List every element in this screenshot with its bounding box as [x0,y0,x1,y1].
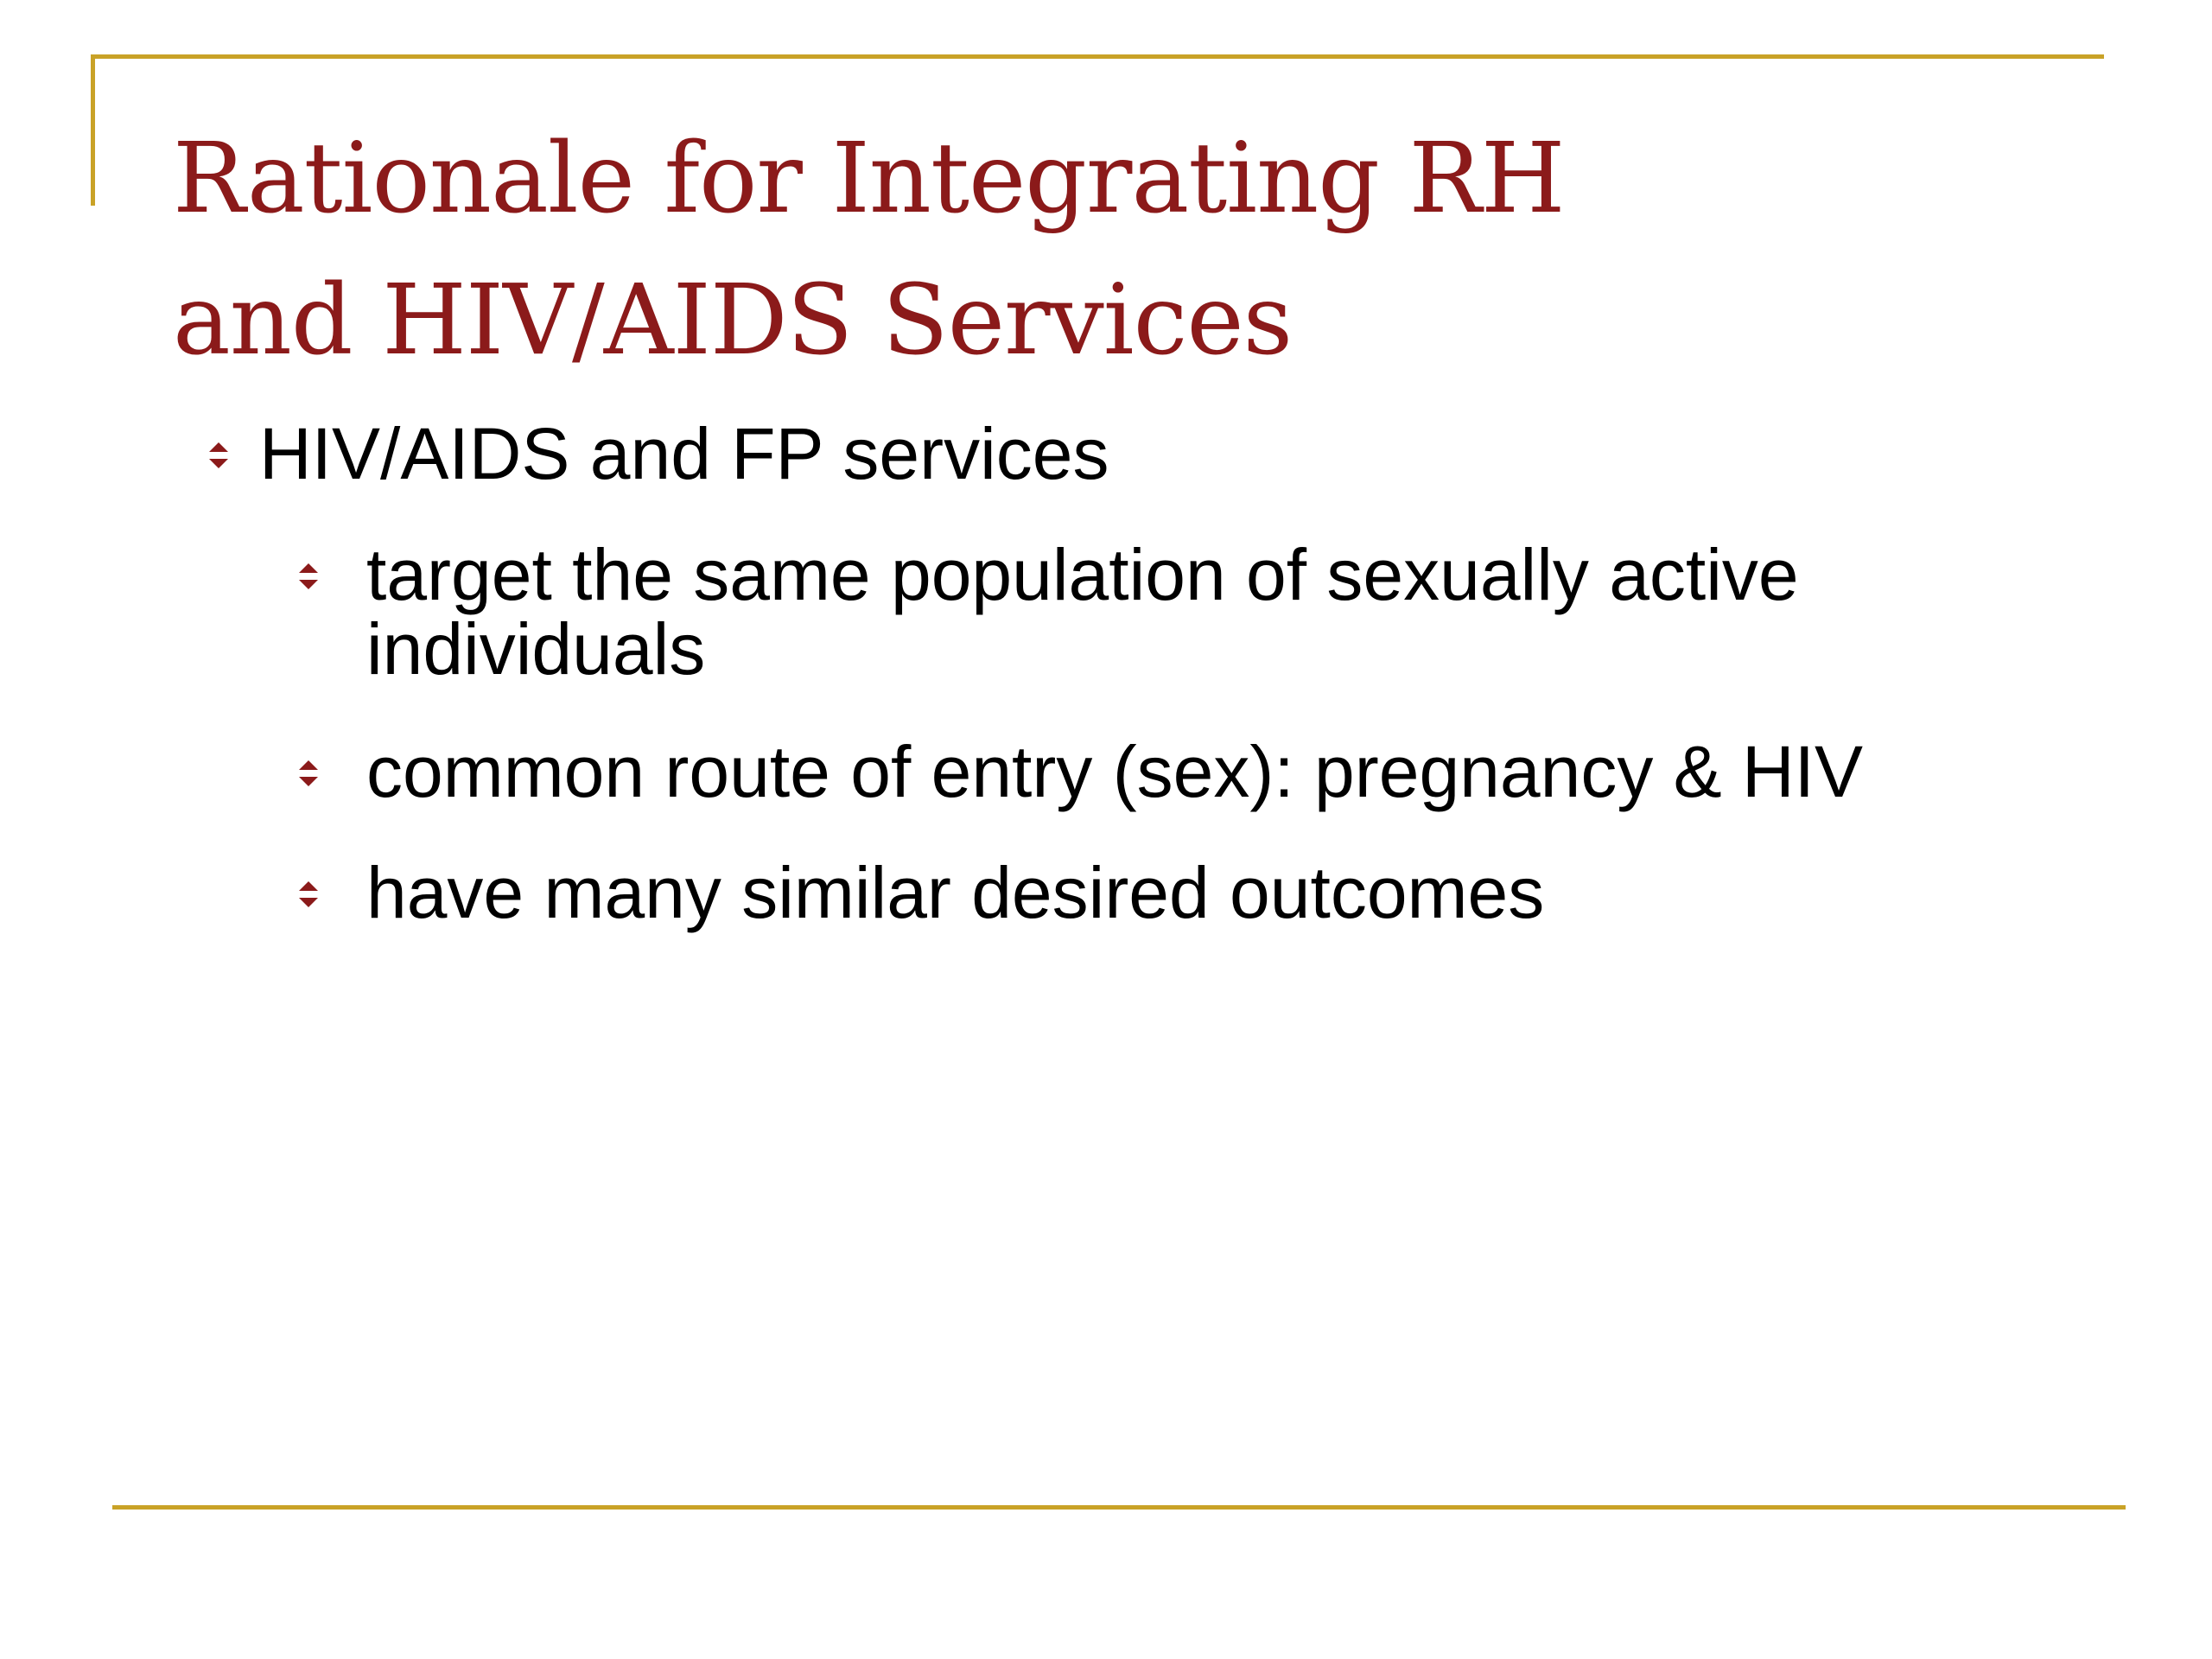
slide-title-line-1: Rationale for Integrating RH [173,123,1565,235]
diamond-arrows-icon [207,439,230,472]
diamond-arrows-icon [297,878,320,911]
sub-bullet-text: have many similar desired outcomes [366,852,1545,933]
sub-bullet-text: target the same population of sexually active individuals [366,534,1799,690]
sub-bullet-item-3 [366,852,2112,933]
bullet-item-level-1 [259,415,1109,493]
diamond-arrows-icon [297,757,320,790]
bottom-decorative-rule [112,1505,2126,1510]
slide-title-line-2: and HIV/AIDS Services [173,264,1293,377]
sub-bullet-item-2 [366,731,2112,812]
sub-bullet-text: common route of entry (sex): pregnancy & HIV [366,731,1864,812]
diamond-arrows-icon [297,560,320,593]
sub-bullet-item-1 [366,534,2112,690]
bullet-text: HIV/AIDS and FP services [259,413,1109,494]
